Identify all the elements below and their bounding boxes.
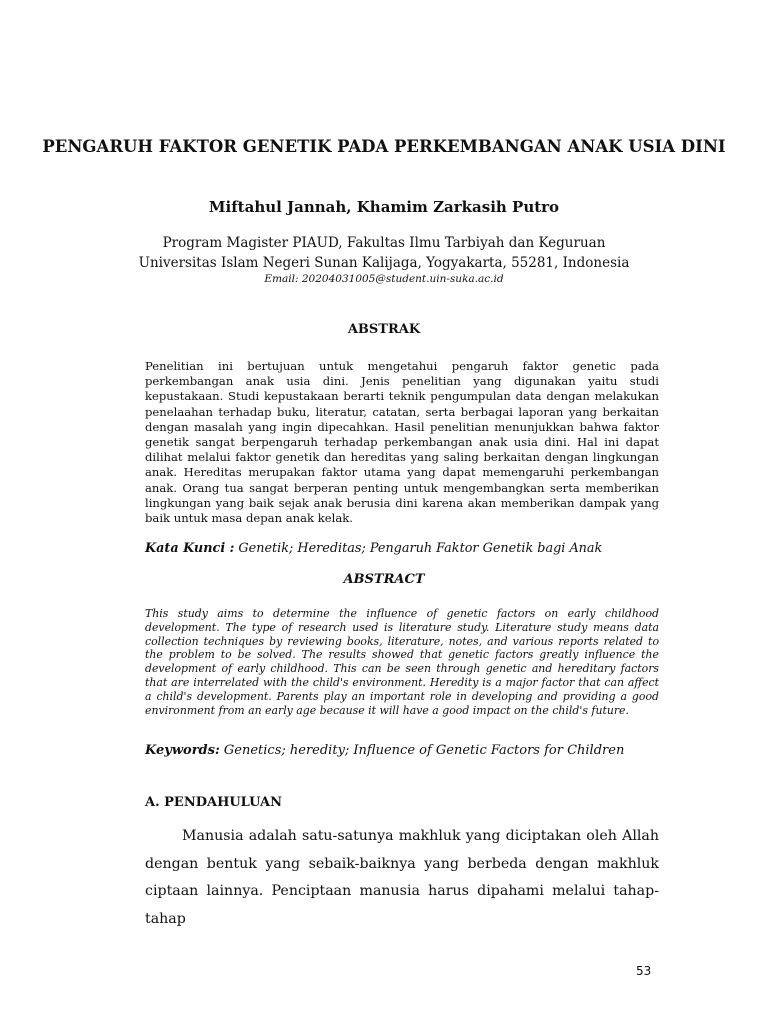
affiliation-line-1: Program Magister PIAUD, Fakultas Ilmu Tarbiyah dan Keguruan: [162, 235, 606, 251]
page-number: 53: [636, 964, 652, 978]
kata-kunci: [145, 541, 602, 556]
kata-kunci-value: Genetik; Hereditas; Pengaruh Faktor Genetik bagi Anak: [234, 541, 603, 556]
abstract-body: This study aims to determine the influence of genetic factors on early childhood development. The type of research used is literature study. Literature study means data collection techniques by reviewing books, literature, notes, and various reports related to the problem to be solved. The results showed that genetic factors greatly influence the development of early childhood. This can be seen through genetic and hereditary factors that are interrelated with the child's environment. Heredity is a major factor that can affect a child's development. Parents play an important role in developing and providing a good environment from an early age because it will have a good impact on the child's future.: [145, 607, 659, 717]
kata-kunci-label: Kata Kunci :: [145, 541, 235, 556]
author-email: Email: 20204031005@student.uin-suka.ac.id: [264, 273, 504, 285]
paper-title: PENGARUH FAKTOR GENETIK PADA PERKEMBANGAN ANAK USIA DINI: [42, 137, 726, 156]
affiliation-line-2: Universitas Islam Negeri Sunan Kalijaga, Yogyakarta, 55281, Indonesia: [138, 255, 630, 271]
intro-paragraph-container: [145, 823, 659, 933]
intro-paragraph: Manusia adalah satu-satunya makhluk yang diciptakan oleh Allah dengan bentuk yang sebaik-baiknya yang berbeda dengan makhluk ciptaan lainnya. Penciptaan manusia harus dipahami melalui tahap-tahap: [145, 828, 659, 927]
abstrak-body: Penelitian ini bertujuan untuk mengetahui pengaruh faktor genetic pada perkembangan anak usia dini. Jenis penelitian yang digunakan yaitu studi kepustakaan. Studi kepustakaan berarti teknik pengumpulan data dengan melakukan penelaahan terhadap buku, literatur, catatan, serta berbagai laporan yang berkaitan dengan masalah yang ingin dipecahkan. Hasil penelitian menunjukkan bahwa faktor genetik sangat berpengaruh terhadap perkembangan anak usia dini. Hal ini dapat dilihat melalui faktor genetik dan hereditas yang saling berkaitan dengan lingkungan anak. Hereditas merupakan faktor utama yang dapat memengaruhi perkembangan anak. Orang tua sangat berperan penting untuk mengembangkan serta memberikan lingkungan yang baik sejak anak berusia dini karena akan memberikan dampak yang baik untuk masa depan anak kelak.: [145, 359, 659, 526]
abstract-heading: ABSTRACT: [343, 572, 425, 587]
keywords-label: Keywords:: [145, 743, 220, 758]
paper-authors: Miftahul Jannah, Khamim Zarkasih Putro: [208, 198, 560, 216]
keywords: [145, 743, 624, 758]
section-heading: A. PENDAHULUAN: [145, 795, 283, 810]
keywords-value: Genetics; heredity; Influence of Genetic Factors for Children: [219, 743, 625, 758]
abstrak-heading: ABSTRAK: [347, 322, 421, 337]
